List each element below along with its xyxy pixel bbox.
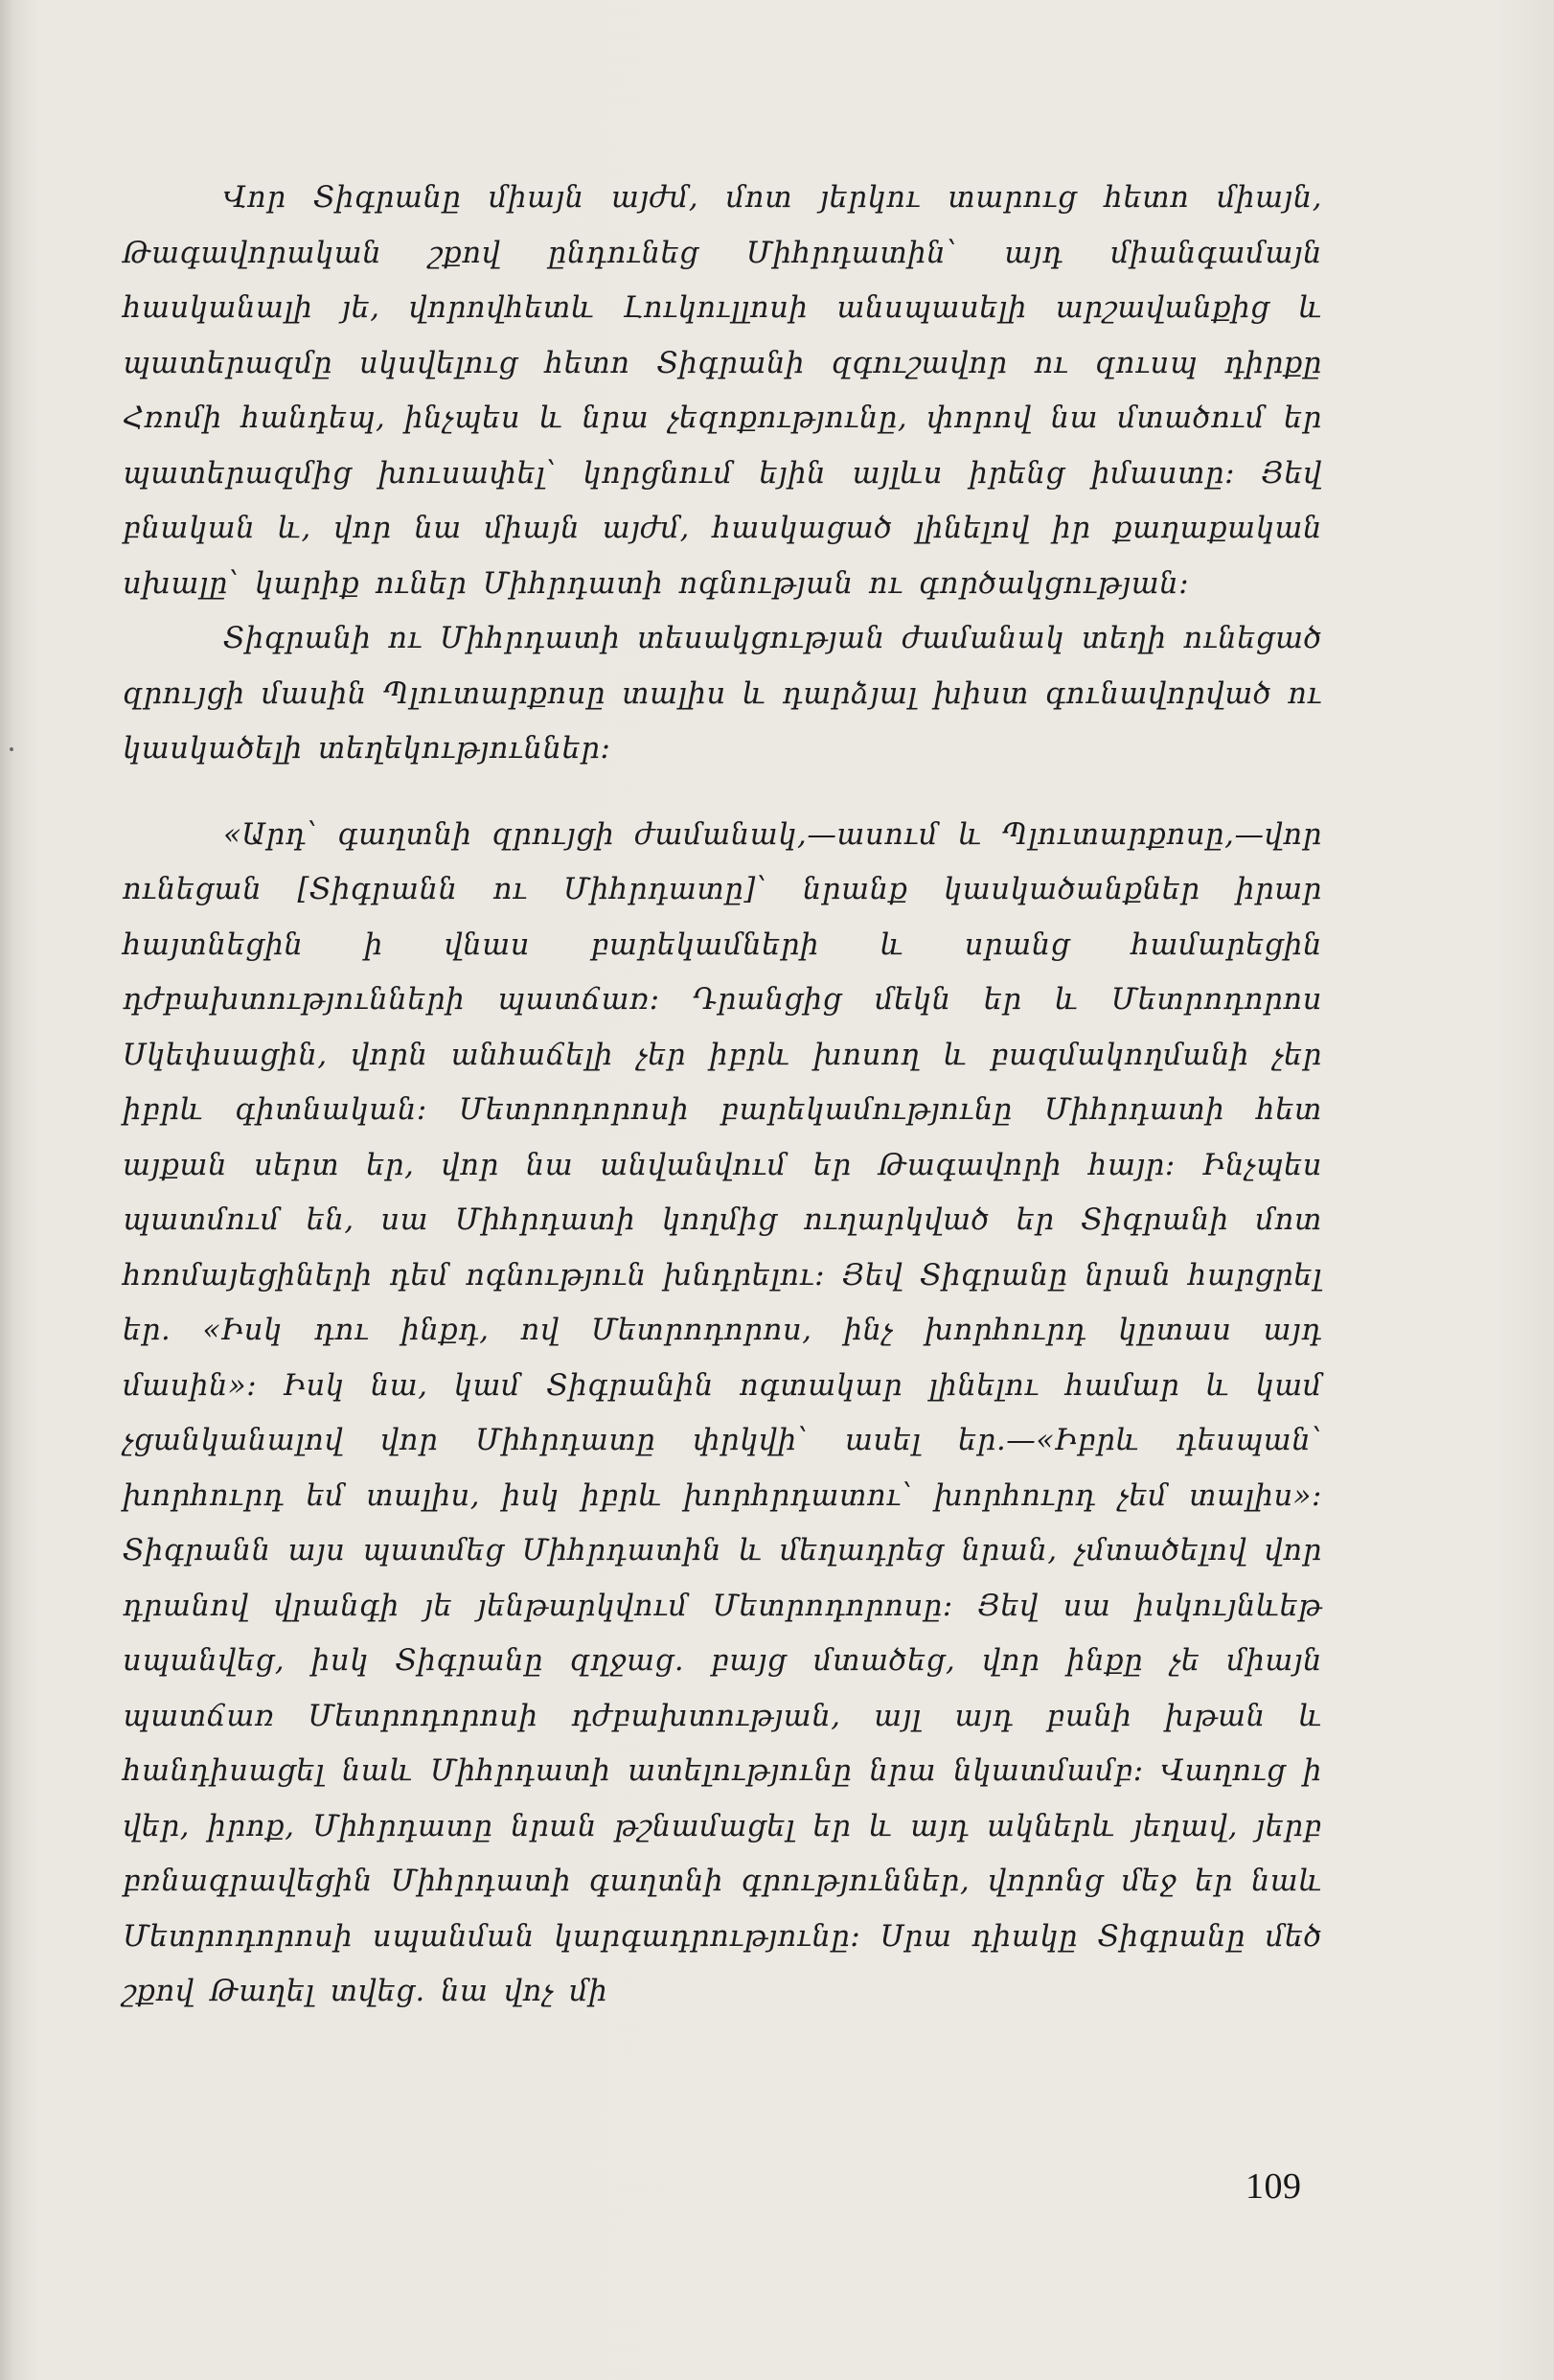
page-number: 109 — [1245, 2166, 1302, 2207]
paragraph-2: Տիգրանի ու Միհրդատի տեսակցության ժամանակ տեղի ունեցած զրույցի մասին Պլուտարքոսը տալիս և դարձյալ խիստ գունավորված ու կասկածելի տեղեկություններ։ — [123, 622, 1322, 766]
body-text — [123, 171, 1322, 2020]
paragraph-3-quotation: «Արդ՝ գաղտնի զրույցի ժամանակ,—ասում և Պլուտարքոսը,—վոր ունեցան [Տիգրանն ու Միհրդատը]՝ նրանք կասկածանքներ իրար հայտնեցին ի վնաս բարեկամների և սրանց համարեցին դժբախտությունների պատճառ։ Դրանցից մեկն եր և Մետրոդորոս Սկեփսացին, վորն անհաճելի չեր իբրև խոսող և բազմակողմանի չեր իբրև գիտնական։ Մետրոդորոսի բարեկամությունը Միհրդատի հետ այքան սերտ եր, վոր նա անվանվում եր Թագավորի հայր։ Ինչպես պատմում են, սա Միհրդատի կողմից ուղարկված եր Տիգրանի մոտ հռոմայեցիների դեմ ոգնություն խնդրելու։ Յեվ Տիգրանը նրան հարցրել եր. «Իսկ դու ինքդ, ով Մետրոդորոս, ինչ խորհուրդ կըտաս այդ մասին»։ Իսկ նա, կամ Տիգրանին ոգտակար լինելու համար և կամ չցանկանալով վոր Միհրդատը փրկվի՝ ասել եր.—«Իբրև դեսպան՝ խորհուրդ եմ տալիս, իսկ իբրև խորհրդատու՝ խորհուրդ չեմ տալիս»։ Տիգրանն այս պատմեց Միհրդատին և մեղադրեց նրան, չմտածելով վոր դրանով վրանգի յե յենթարկվում Մետրոդորոսը։ Յեվ սա իսկույնևեթ սպանվեց, իսկ Տիգրանը զղջաց. բայց մտածեց, վոր ինքը չե միայն պատճառ Մետրոդորոսի դժբախտության, այլ այդ բանի խթան և հանդիսացել նաև Միհրդատի ատելությունը նրա նկատմամբ։ Վաղուց ի վեր, իրոք, Միհրդատը նրան թշնամացել եր և այդ ակներև յեղավ, յերբ բռնագրավեցին Միհրդատի գաղտնի գրություններ, վորոնց մեջ եր նաև Մետրոդորոսի սպանման կարգադրությունը։ Սրա դիակը Տիգրանը մեծ շքով Թաղել տվեց. նա վոչ մի — [123, 817, 1322, 2008]
paragraph-1: Վոր Տիգրանը միայն այժմ, մոտ յերկու տարուց հետո միայն, Թագավորական շքով ընդունեց Միհրդատին՝ այդ միանգամայն հասկանալի յե, վորովհետև Լուկուլլոսի անսպասելի արշավանքից և պատերազմը սկսվելուց հետո Տիգրանի զգուշավոր ու զուսպ դիրքը Հռոմի հանդեպ, ինչպես և նրա չեզոքությունը, փորով նա մտածում եր պատերազմից խուսափել՝ կորցնում եյին այլևս իրենց իմաստը։ Յեվ բնական և, վոր նա միայն այժմ, հասկացած լինելով իր քաղաքական սխալը՝ կարիք ուներ Միհրդատի ոգնության ու գործակցության։ — [123, 181, 1322, 601]
margin-speck — [10, 747, 13, 751]
